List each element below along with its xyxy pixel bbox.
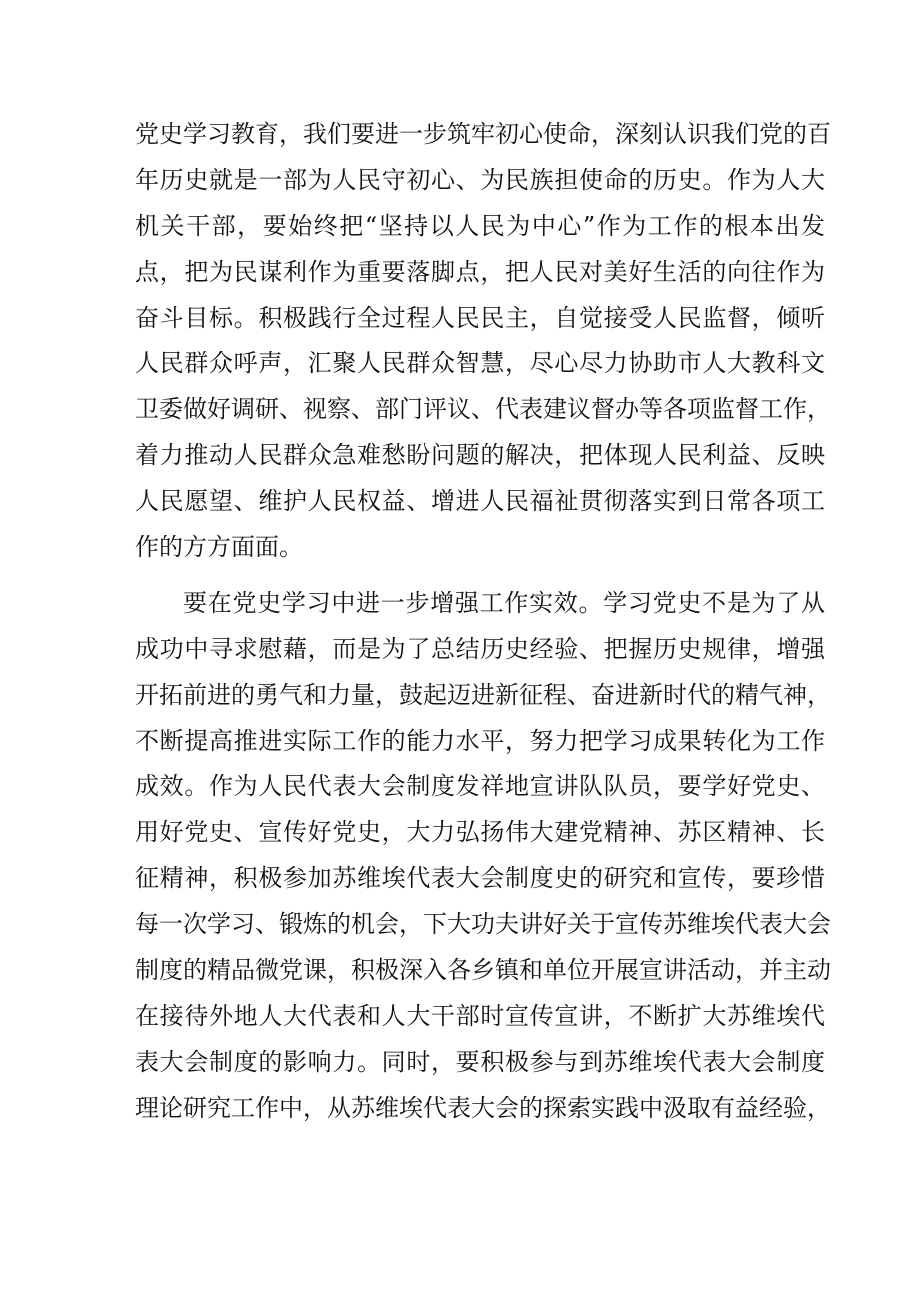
document-body — [135, 112, 831, 1132]
text-line: 卫委做好调研、视察、部门评议、代表建议督办等各项监督工作， — [135, 395, 831, 424]
paragraph-people-centered — [135, 112, 831, 571]
paragraph-work-effectiveness — [135, 581, 831, 1132]
text-line: 人民愿望、维护人民权益、增进人民福祉贯彻落实到日常各项工 — [135, 487, 825, 516]
text-line: 人民群众呼声，汇聚人民群众智慧，尽心尽力协助市人大教科文 — [135, 349, 825, 378]
text-line: 着力推动人民群众急难愁盼问题的解决，把体现人民利益、反映 — [135, 441, 825, 470]
text-line: 要在党史学习中进一步增强工作实效。学习党史不是为了从 — [183, 588, 825, 617]
text-line: 年历史就是一部为人民守初心、为民族担使命的历史。作为人大 — [135, 165, 825, 194]
text-line: 征精神，积极参加苏维埃代表大会制度史的研究和宣传，要珍惜 — [135, 864, 825, 893]
text-line: 在接待外地人大代表和人大干部时宣传宣讲，不断扩大苏维埃代 — [135, 1001, 825, 1030]
text-line: 表大会制度的影响力。同时，要积极参与到苏维埃代表大会制度 — [135, 1047, 825, 1076]
text-line: 制度的精品微党课，积极深入各乡镇和单位开展宣讲活动，并主动 — [135, 956, 831, 985]
text-line: 用好党史、宣传好党史，大力弘扬伟大建党精神、苏区精神、长 — [135, 818, 825, 847]
text-line: 党史学习教育，我们要进一步筑牢初心使命，深刻认识我们党的百 — [135, 120, 831, 148]
text-line: 理论研究工作中，从苏维埃代表大会的探索实践中汲取有益经验， — [135, 1093, 831, 1122]
text-line: 每一次学习、锻炼的机会，下大功夫讲好关于宣传苏维埃代表大会 — [135, 910, 831, 939]
text-line: 作的方方面面。 — [135, 533, 303, 562]
text-line: 成功中寻求慰藉，而是为了总结历史经验、把握历史规律，增强 — [135, 634, 825, 663]
text-line: 奋斗目标。积极践行全过程人民民主，自觉接受人民监督，倾听 — [135, 303, 825, 332]
text-line: 成效。作为人民代表大会制度发祥地宣讲队队员，要学好党史、 — [135, 772, 825, 801]
text-line: 机关干部，要始终把“坚持以人民为中心”作为工作的根本出发 — [135, 211, 825, 240]
text-line: 点，把为民谋利作为重要落脚点，把人民对美好生活的向往作为 — [135, 257, 825, 286]
paragraph-gap — [135, 571, 825, 581]
text-line: 不断提高推进实际工作的能力水平，努力把学习成果转化为工作 — [135, 726, 825, 755]
text-line: 开拓前进的勇气和力量，鼓起迈进新征程、奋进新时代的精气神， — [135, 680, 831, 709]
